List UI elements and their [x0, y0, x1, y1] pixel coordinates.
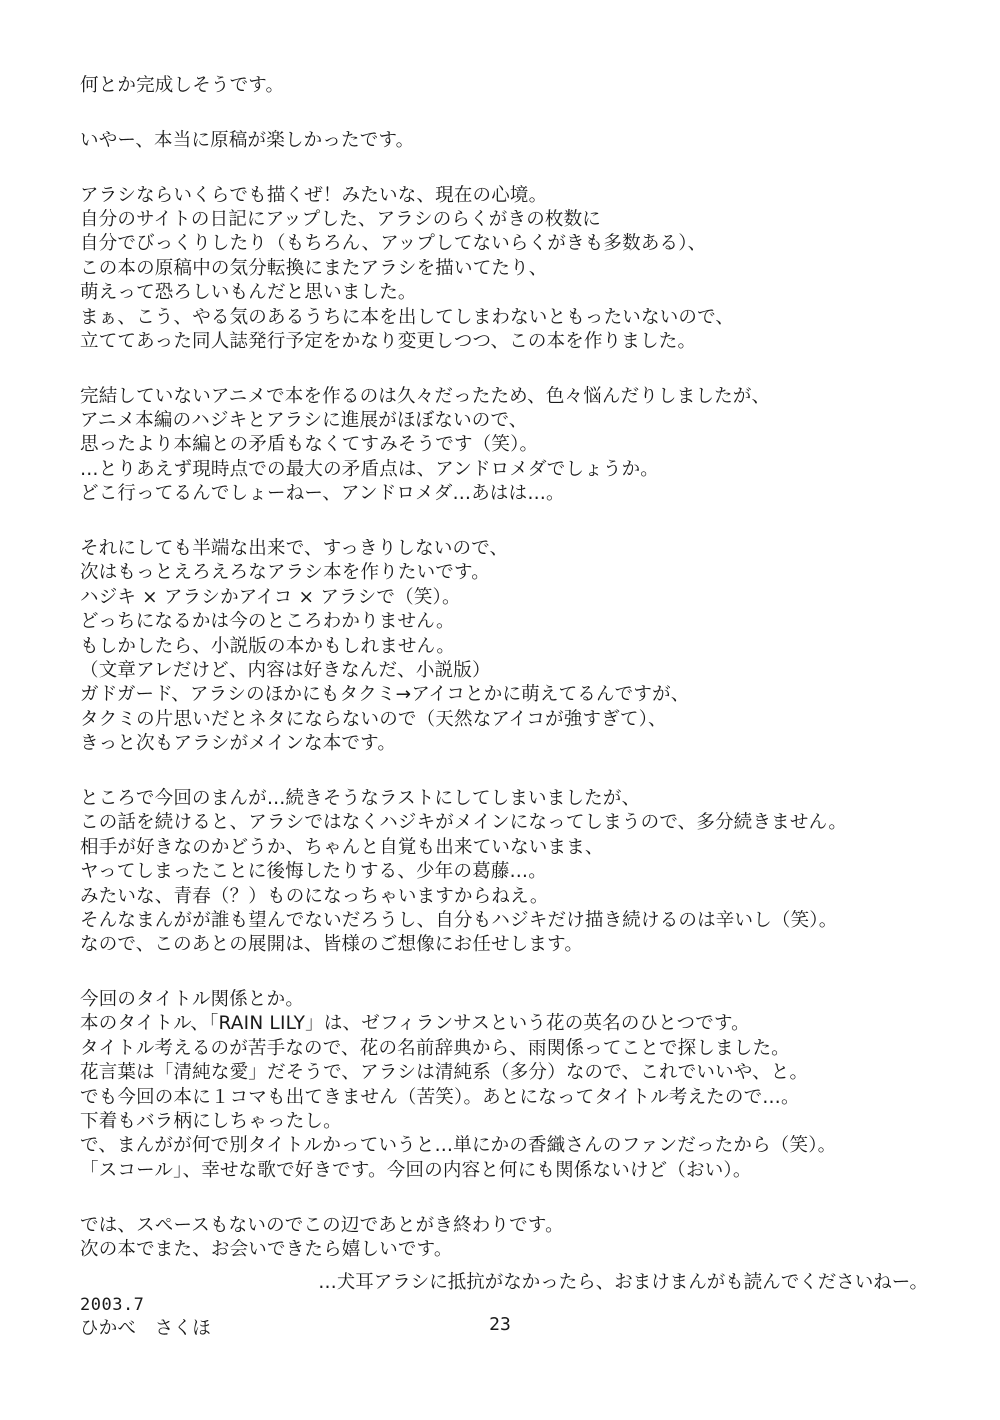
- text-line: まぁ、こう、やる気のあるうちに本を出してしまわないともったいないので、: [80, 306, 735, 328]
- text-line: …とりあえず現時点での最大の矛盾点は、アンドロメダでしょうか。: [80, 458, 659, 480]
- text-line: 今回のタイトル関係とか。: [80, 989, 305, 1011]
- text-line: この本の原稿中の気分転換にまたアラシを描いてたり、: [80, 257, 548, 279]
- page-number: 23: [489, 1314, 511, 1335]
- closing-note: …犬耳アラシに抵抗がなかったら、おまけまんがも読んでくださいねー。: [318, 1272, 928, 1293]
- text-line: ヤってしまったことに後悔したりする、少年の葛藤…。: [80, 861, 547, 883]
- text-line: では、スペースもないのでこの辺であとがき終わりです。: [80, 1214, 564, 1236]
- text-line: そんなまんがが誰も望んでないだろうし、自分もハジキだけ描き続けるのは辛いし（笑）。: [80, 909, 838, 931]
- text-line: 下着もバラ柄にしちゃったし。: [80, 1111, 342, 1133]
- text-line: タクミの片思いだとネタにならないので（天然なアイコが強すぎて）、: [80, 708, 667, 730]
- text-line: きっと次もアラシがメインな本です。: [80, 733, 397, 755]
- paragraph-2: [80, 129, 960, 153]
- signature-author: ひかべ さくほ: [80, 1317, 211, 1339]
- paragraph-1: [80, 74, 960, 98]
- text-line: それにしても半端な出来で、すっきりしないので、: [80, 538, 509, 560]
- text-line: で、まんがが何で別タイトルかっていうと…単にかの香織さんのファンだったから（笑）。: [80, 1135, 837, 1157]
- text-line: （文章アレだけど、内容は好きなんだ、小説版）: [80, 659, 491, 681]
- text-line: 自分でびっくりしたり（もちろん、アップしてないらくがきも多数ある）、: [80, 233, 707, 255]
- text-line: 本のタイトル、「RAIN LILY」は、ゼフィランサスという花の英名のひとつです。: [80, 1013, 750, 1035]
- paragraph-7: [80, 988, 960, 1183]
- text-line: アラシならいくらでも描くぜ！みたいな、現在の心境。: [80, 184, 548, 206]
- paragraph-3: [80, 184, 960, 355]
- text-line: タイトル考えるのが苦手なので、花の名前辞典から、雨関係ってことで探しました。: [80, 1037, 790, 1059]
- paragraph-5: [80, 537, 960, 757]
- text-line: この話を続けると、アラシではなくハジキがメインになってしまうので、多分続きません。: [80, 812, 848, 834]
- text-line: ところで今回のまんが…続きそうなラストにしてしまいましたが、: [80, 787, 641, 809]
- paragraph-8: [80, 1214, 960, 1263]
- text-line: 完結していないアニメで本を作るのは久々だったため、色々悩んだりしましたが、: [80, 385, 771, 407]
- text-line: ハジキ × アラシかアイコ × アラシで（笑）。: [80, 586, 461, 608]
- afterword-body: [80, 74, 960, 1341]
- text-line: ガドガード、アラシのほかにもタクミ→アイコとかに萌えてるんですが、: [80, 684, 690, 706]
- text-line: もしかしたら、小説版の本かもしれません。: [80, 635, 456, 657]
- text-line: みたいな、青春（？）ものになっちゃいますからねえ。: [80, 885, 549, 907]
- text-line: でも今回の本に１コマも出てきません（苦笑）。あとになってタイトル考えたので…。: [80, 1086, 800, 1108]
- text-line: 立ててあった同人誌発行予定をかなり変更しつつ、この本を作りました。: [80, 330, 697, 352]
- text-line: 花言葉は「清純な愛」だそうで、アラシは清純系（多分）なので、これでいいや、と。: [80, 1062, 809, 1084]
- text-line: 思ったより本編との矛盾もなくてすみそうです（笑）。: [80, 434, 539, 456]
- text-line: どこ行ってるんでしょーねー、アンドロメダ…あはは…。: [80, 483, 565, 505]
- text-line: どっちになるかは今のところわかりません。: [80, 611, 455, 633]
- paragraph-4: [80, 385, 960, 507]
- text-line: 自分のサイトの日記にアップした、アラシのらくがきの枚数に: [80, 208, 602, 230]
- text-line: 萌えって恐ろしいもんだと思いました。: [80, 282, 417, 304]
- signature-date: 2003.7: [80, 1294, 145, 1315]
- text-line: なので、このあとの展開は、皆様のご想像にお任せします。: [80, 934, 584, 956]
- text-line: 次はもっとえろえろなアラシ本を作りたいです。: [80, 562, 490, 584]
- text-line: アニメ本編のハジキとアラシに進展がほぼないので、: [80, 410, 528, 432]
- text-line: 次の本でまた、お会いできたら嬉しいです。: [80, 1238, 453, 1260]
- paragraph-6: [80, 787, 960, 958]
- text-line: 相手が好きなのかどうか、ちゃんと自覚も出来ていないまま、: [80, 836, 604, 858]
- text-line: いやー、本当に原稿が楽しかったです。: [80, 129, 415, 151]
- text-line: 何とか完成しそうです。: [80, 75, 285, 96]
- text-line: 「スコール」、幸せな歌で好きです。今回の内容と何にも関係ないけど（おい）。: [80, 1159, 752, 1181]
